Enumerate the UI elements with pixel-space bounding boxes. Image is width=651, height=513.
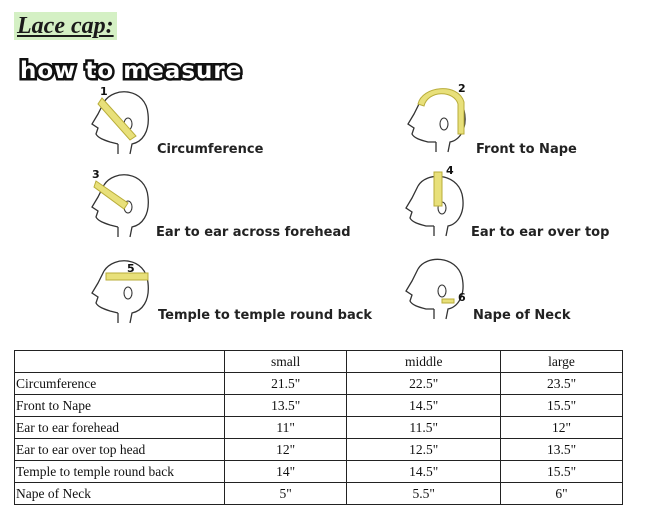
- cell-large: 15.5": [501, 461, 623, 483]
- cell-large: 13.5": [501, 439, 623, 461]
- cell-small: 13.5": [225, 395, 347, 417]
- figure-number: 6: [458, 291, 466, 304]
- cell-large: 6": [501, 483, 623, 505]
- caption-front-to-nape: Front to Nape: [476, 142, 577, 157]
- caption-ear-to-ear-over-top: Ear to ear over top: [471, 225, 610, 240]
- figure-number: 3: [92, 168, 100, 181]
- cell-small: 21.5": [225, 373, 347, 395]
- size-table: [14, 350, 623, 505]
- caption-nape-of-neck: Nape of Neck: [473, 308, 571, 323]
- table-header-cell: [15, 351, 225, 373]
- figure-number: 1: [100, 85, 108, 98]
- cell-small: 5": [225, 483, 347, 505]
- figure-number: 2: [458, 82, 466, 95]
- head-illustration-temple-to-temple: [84, 253, 156, 325]
- table-header-cell: middle: [347, 351, 501, 373]
- table-header-row: [15, 351, 623, 373]
- cell-small: 14": [225, 461, 347, 483]
- head-illustration-ear-to-ear-over-top: [400, 166, 472, 238]
- caption-ear-to-ear-forehead: Ear to ear across forehead: [156, 225, 351, 240]
- table-header-cell: small: [225, 351, 347, 373]
- cell-middle: 14.5": [347, 395, 501, 417]
- table-header-cell: large: [501, 351, 623, 373]
- row-label: Ear to ear over top head: [15, 439, 225, 461]
- table-row: [15, 373, 623, 395]
- row-label: Ear to ear forehead: [15, 417, 225, 439]
- cell-middle: 14.5": [347, 461, 501, 483]
- table-row: [15, 461, 623, 483]
- row-label: Front to Nape: [15, 395, 225, 417]
- cell-middle: 5.5": [347, 483, 501, 505]
- cell-middle: 12.5": [347, 439, 501, 461]
- figure-number: 4: [446, 164, 454, 177]
- caption-temple-to-temple: Temple to temple round back: [158, 308, 373, 323]
- row-label: Temple to temple round back: [15, 461, 225, 483]
- table-row: [15, 417, 623, 439]
- table-row: [15, 483, 623, 505]
- cell-large: 23.5": [501, 373, 623, 395]
- head-illustration-circumference: [84, 84, 156, 156]
- cell-large: 12": [501, 417, 623, 439]
- head-illustration-nape-of-neck: [400, 249, 472, 321]
- row-label: Circumference: [15, 373, 225, 395]
- table-row: [15, 439, 623, 461]
- cell-middle: 11.5": [347, 417, 501, 439]
- how-to-measure-banner: how to measure: [20, 58, 243, 84]
- page-title: Lace cap:: [14, 12, 117, 40]
- cell-large: 15.5": [501, 395, 623, 417]
- cell-middle: 22.5": [347, 373, 501, 395]
- cell-small: 11": [225, 417, 347, 439]
- figure-number: 5: [127, 262, 135, 275]
- row-label: Nape of Neck: [15, 483, 225, 505]
- cell-small: 12": [225, 439, 347, 461]
- table-row: [15, 395, 623, 417]
- caption-circumference: Circumference: [157, 142, 264, 157]
